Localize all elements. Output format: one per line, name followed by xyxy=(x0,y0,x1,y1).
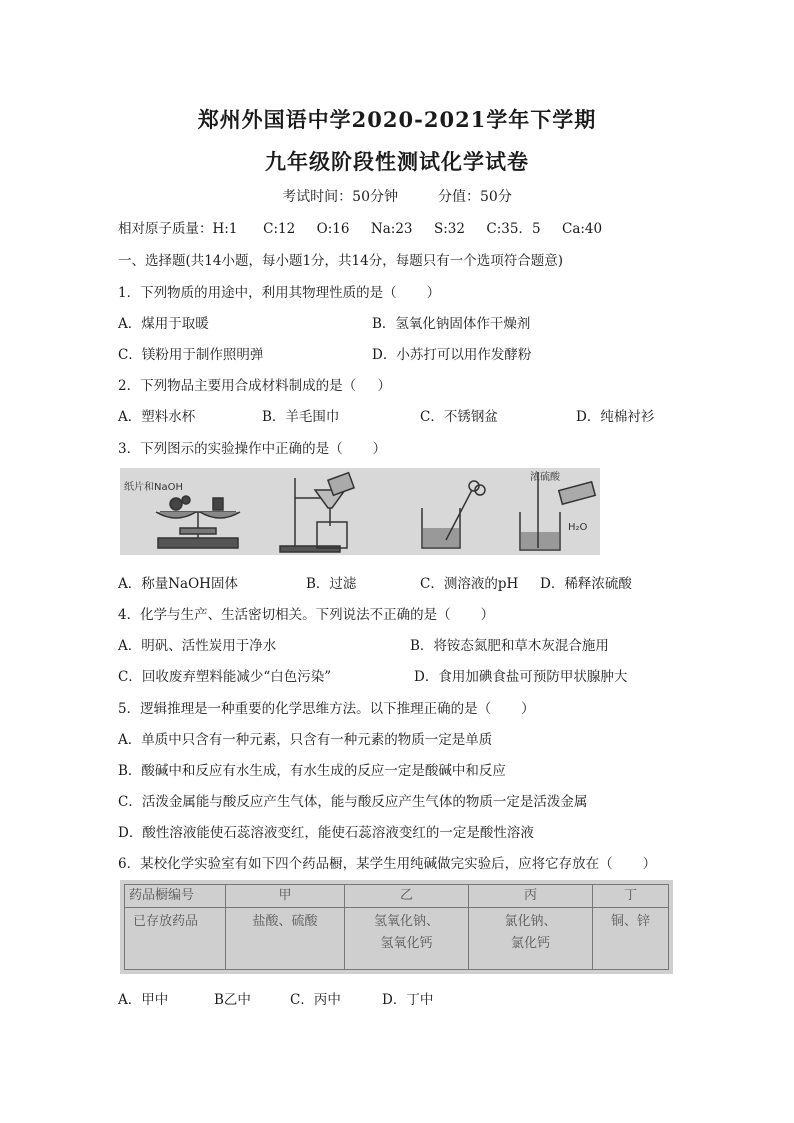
q3-stem: 3．下列图示的实验操作中正确的是（ ） xyxy=(118,441,387,457)
q3-option-a: A．称量NaOH固体 xyxy=(118,576,238,592)
q1-option-c: C．镁粉用于制作照明弹 xyxy=(118,347,264,363)
table-cell: 丙 xyxy=(469,885,593,908)
balance-drawing xyxy=(124,480,240,548)
water-label: H₂O xyxy=(568,522,588,533)
table-cell: 丁 xyxy=(593,885,669,908)
q5-option-c: C．活泼金属能与酸反应产生气体，能与酸反应产生气体的物质一定是活泼金属 xyxy=(118,794,588,810)
table-cell: 药品橱编号 xyxy=(125,885,226,908)
atomic-masses: 相对原子质量：H:1 C:12 O:16 Na:23 S:32 C:35．5 Ca:40 xyxy=(118,221,603,237)
table-cell: 氯化钠、 氯化钙 xyxy=(469,908,593,970)
cabinet-table xyxy=(124,884,669,970)
exam-title-line2: 九年级阶段性测试化学试卷 xyxy=(265,149,529,174)
q6-stem: 6．某校化学实验室有如下四个药品橱，某学生用纯碱做完实验后，应将它存放在（ ） xyxy=(118,856,657,872)
exam-title-line1: 郑州外国语中学2020-2021学年下学期 xyxy=(197,107,597,132)
q4-option-d: D．食用加碘食盐可预防甲状腺肿大 xyxy=(414,669,628,685)
q1-option-d: D．小苏打可以用作发酵粉 xyxy=(372,347,532,363)
q2-stem: 2．下列物品主要用合成材料制成的是（ ） xyxy=(118,378,392,394)
q2-option-a: A．塑料水杯 xyxy=(118,409,196,425)
dilute-acid-drawing xyxy=(520,470,595,550)
q6-option-c: C．丙中 xyxy=(290,992,341,1008)
q4-option-a: A．明矾、活性炭用于净水 xyxy=(118,638,277,654)
q4-option-c: C．回收废弃塑料能减少“白色污染” xyxy=(118,669,332,685)
q6-cabinet-table-figure xyxy=(120,880,673,974)
filtration-drawing xyxy=(280,473,354,552)
q2-option-d: D．纯棉衬衫 xyxy=(576,409,655,425)
exam-time: 考试时间：50分钟 xyxy=(282,189,398,205)
q4-stem: 4．化学与生产、生活密切相关。下列说法不正确的是（ ） xyxy=(118,607,495,623)
q5-option-d: D．酸性溶液能使石蕊溶液变红，能使石蕊溶液变红的一定是酸性溶液 xyxy=(118,825,534,841)
table-cell: 甲 xyxy=(226,885,345,908)
q6-option-d: D．丁中 xyxy=(382,992,434,1008)
table-cell: 盐酸、硫酸 xyxy=(226,908,345,970)
q6-option-b: B乙中 xyxy=(214,992,251,1008)
q5-option-b: B．酸碱中和反应有水生成，有水生成的反应一定是酸碱中和反应 xyxy=(118,763,506,779)
table-cell: 乙 xyxy=(345,885,469,908)
q3-lab-figure xyxy=(120,468,600,555)
table-cell: 已存放药品 xyxy=(125,908,226,970)
q5-option-a: A．单质中只含有一种元素，只含有一种元素的物质一定是单质 xyxy=(118,732,493,748)
q5-stem: 5．逻辑推理是一种重要的化学思维方法。以下推理正确的是（ ） xyxy=(118,701,535,717)
balance-label: 纸片和NaOH xyxy=(124,482,183,493)
q6-option-a: A．甲中 xyxy=(118,992,169,1008)
q2-option-b: B．羊毛围巾 xyxy=(262,409,340,425)
table-row xyxy=(125,885,669,908)
q1-option-b: B．氢氧化钠固体作干燥剂 xyxy=(372,316,531,332)
lab-operations-illustration xyxy=(120,468,600,555)
q1-stem: 1．下列物质的用途中，利用其物理性质的是（ ） xyxy=(118,285,441,301)
acid-label: 浓硫酸 xyxy=(530,472,560,483)
table-cell: 氢氧化钠、 氢氧化钙 xyxy=(345,908,469,970)
q1-option-a: A．煤用于取暖 xyxy=(118,316,209,332)
exam-score: 分值：50分 xyxy=(438,189,512,205)
q2-option-c: C．不锈钢盆 xyxy=(420,409,498,425)
exam-meta xyxy=(0,186,794,206)
ph-test-drawing xyxy=(422,481,485,548)
q3-option-d: D．稀释浓硫酸 xyxy=(540,576,632,592)
table-row xyxy=(125,908,669,970)
table-cell: 铜、锌 xyxy=(593,908,669,970)
q3-option-c: C．测溶液的pH xyxy=(420,576,519,592)
section1-heading: 一、选择题(共14小题，每小题1分，共14分，每题只有一个选项符合题意) xyxy=(118,253,563,269)
q3-option-b: B．过滤 xyxy=(306,576,357,592)
q4-option-b: B．将铵态氮肥和草木灰混合施用 xyxy=(410,638,609,654)
